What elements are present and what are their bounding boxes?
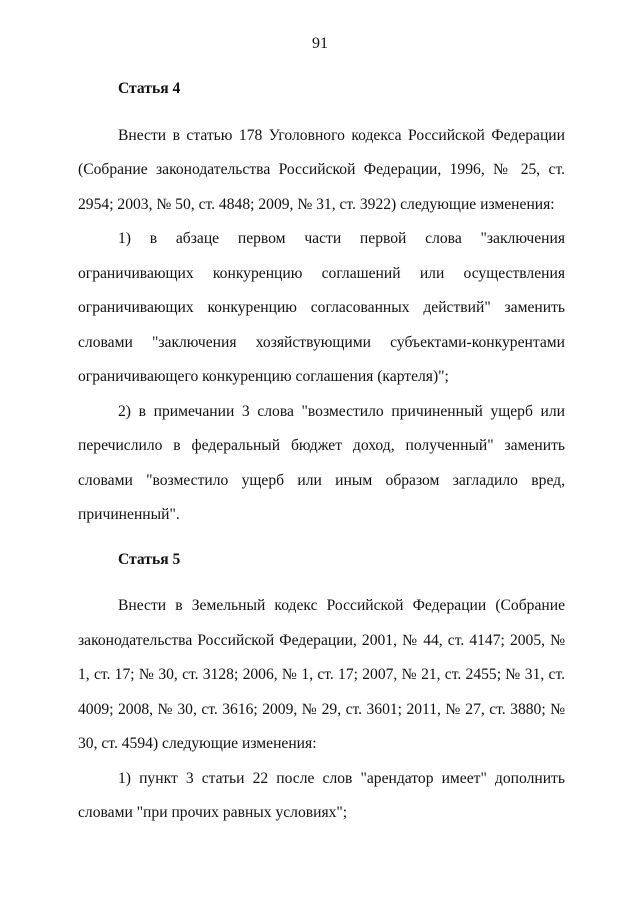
page-number: 91 xyxy=(312,35,328,52)
article-5-item-1: 1) пункт 3 статьи 22 после слов "арендатор имеет" дополнить словами "при прочих равных условиях"; xyxy=(78,769,565,821)
article-5-heading: Статья 5 xyxy=(118,550,181,568)
section-spacer xyxy=(78,533,565,543)
article-4-heading: Статья 4 xyxy=(118,80,181,97)
article-5-intro: Внести в Земельный кодекс Российской Федерации (Собрание законодательства Российской Федерации, 2001, № 44, ст. 4147; 2005, № 1, ст. 17; № 30, ст. 3128; 2006, № 1, ст. 17; 2007, № 21, ст. 2455; № 31, ст. 4009; 2008, № 30, ст. 3616; 2009, № 29, ст. 3601; 2011, № 27, ст. 3880; № 30, ст. 4594) следующие изменения: xyxy=(78,597,565,752)
document-body xyxy=(78,72,565,831)
article-4-item-2: 2) в примечании 3 слова "возместило причиненный ущерб или перечислило в федеральный бюджет доход, полученный" заменить словами "возместило ущерб или иным образом загладило вред, причиненный". xyxy=(78,402,565,523)
article-4-intro: Внести в статью 178 Уголовного кодекса Российской Федерации (Собрание законодательства Российской Федерации, 1996, № 25, ст. 2954; 2003, № 50, ст. 4848; 2009, № 31, ст. 3922) следующие изменения: xyxy=(78,126,565,213)
article-4-item-1: 1) в абзаце первом части первой слова "заключения ограничивающих конкуренцию соглашений или осуществления ограничивающих конкуренцию согласованных действий" заменить словами "заключения хозяйствующими субъектами-конкурентами ограничивающего конкуренцию соглашения (картеля)"; xyxy=(78,230,565,385)
